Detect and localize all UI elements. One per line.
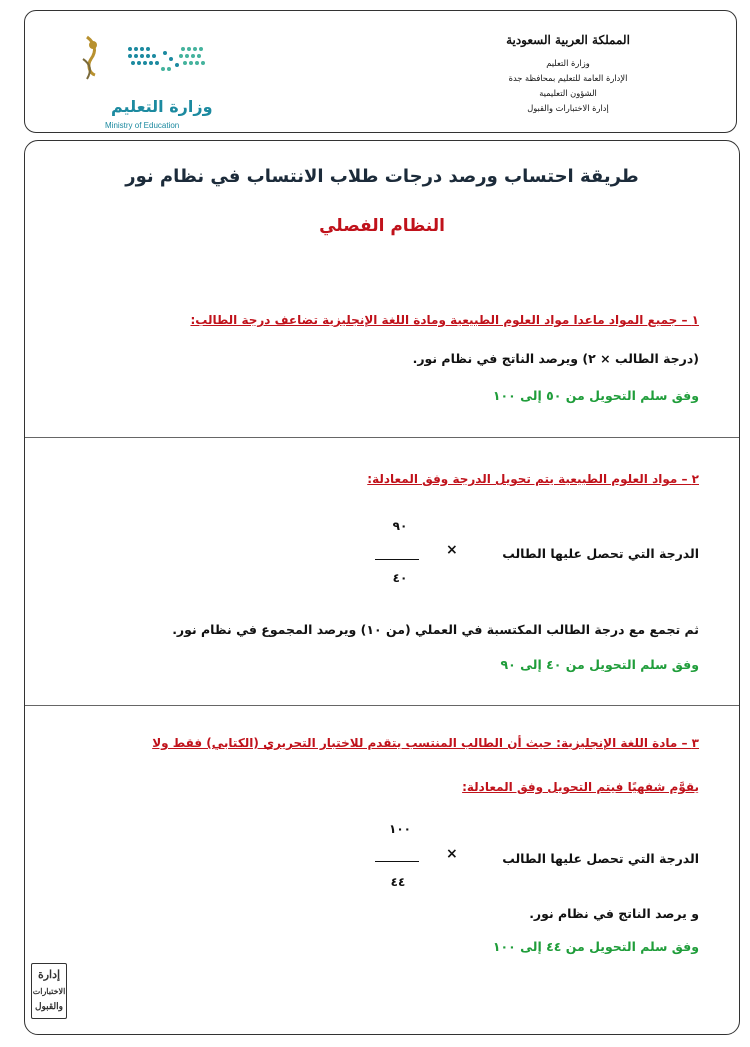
ministry-name: وزارة التعليم (546, 58, 590, 68)
stamp-line: والقبول (34, 1002, 64, 1012)
section1-heading: ١ – جميع المواد ماعدا مواد العلوم الطبيعية ومادة اللغة الإنجليزية تضاعف درجة الطالب: (190, 313, 699, 327)
section3-label: الدرجة التي تحصل عليها الطالب (502, 851, 699, 866)
section2-denominator: ٤٠ (392, 571, 408, 585)
section3-numerator: ١٠٠ (389, 822, 411, 836)
department-name: إدارة الاختبارات والقبول (527, 103, 609, 113)
section3-heading-line1: ٣ – مادة اللغة الإنجليزية: حيث أن الطالب المنتسب يتقدم للاختبار التحريري (الكتابي) فقط ولا (152, 736, 699, 750)
section-divider (25, 705, 739, 706)
section2-fraction-bar (375, 559, 419, 560)
section3-result: و يرصد الناتج في نظام نور. (529, 906, 699, 921)
section1-scale: وفق سلم التحويل من ٥٠ إلى ١٠٠ (492, 388, 699, 403)
section2-heading: ٢ – مواد العلوم الطبيعية يتم تحويل الدرجة وفق المعادلة: (367, 472, 699, 486)
section3-fraction-bar (375, 861, 419, 862)
section3-denominator: ٤٤ (390, 875, 406, 889)
section2-numerator: ٩٠ (392, 519, 408, 533)
section-divider (25, 437, 739, 438)
section2-multiply-sign: × (446, 542, 458, 558)
ministry-emblem-icon (75, 29, 215, 99)
section2-scale: وفق سلم التحويل من ٤٠ إلى ٩٠ (500, 657, 699, 672)
section1-formula: (درجة الطالب × ٢) ويرصد الناتج في نظام نور. (412, 351, 699, 366)
document-subtitle: النظام الفصلي (319, 216, 445, 236)
stamp-line: إدارة (37, 968, 61, 981)
document-title: طريقة احتساب ورصد درجات طلاب الانتساب في نظام نور (125, 166, 639, 187)
section2-label: الدرجة التي تحصل عليها الطالب (502, 546, 699, 561)
department-stamp (31, 963, 67, 1019)
logo-arabic-text: وزارة التعليم (111, 97, 213, 116)
section3-heading-line2: يقوَّم شفهيًا فيتم التحويل وفق المعادلة: (462, 780, 699, 794)
affairs-name: الشؤون التعليمية (539, 88, 597, 98)
section3-multiply-sign: × (446, 846, 458, 862)
ministry-logo (75, 29, 215, 139)
stamp-line: الاختبارات (32, 986, 66, 996)
logo-english-text: Ministry of Education (105, 121, 180, 130)
letterhead-box (24, 10, 737, 133)
section3-scale: وفق سلم التحويل من ٤٤ إلى ١٠٠ (492, 939, 699, 954)
letterhead-text (448, 33, 688, 116)
section2-combine: ثم تجمع مع درجة الطالب المكتسبة في العملي (من ١٠) ويرصد المجموع في نظام نور. (172, 622, 699, 637)
administration-name: الإدارة العامة للتعليم بمحافظة جدة (508, 73, 628, 83)
kingdom-name: المملكة العربية السعودية (506, 33, 630, 47)
document-body (24, 140, 740, 1035)
